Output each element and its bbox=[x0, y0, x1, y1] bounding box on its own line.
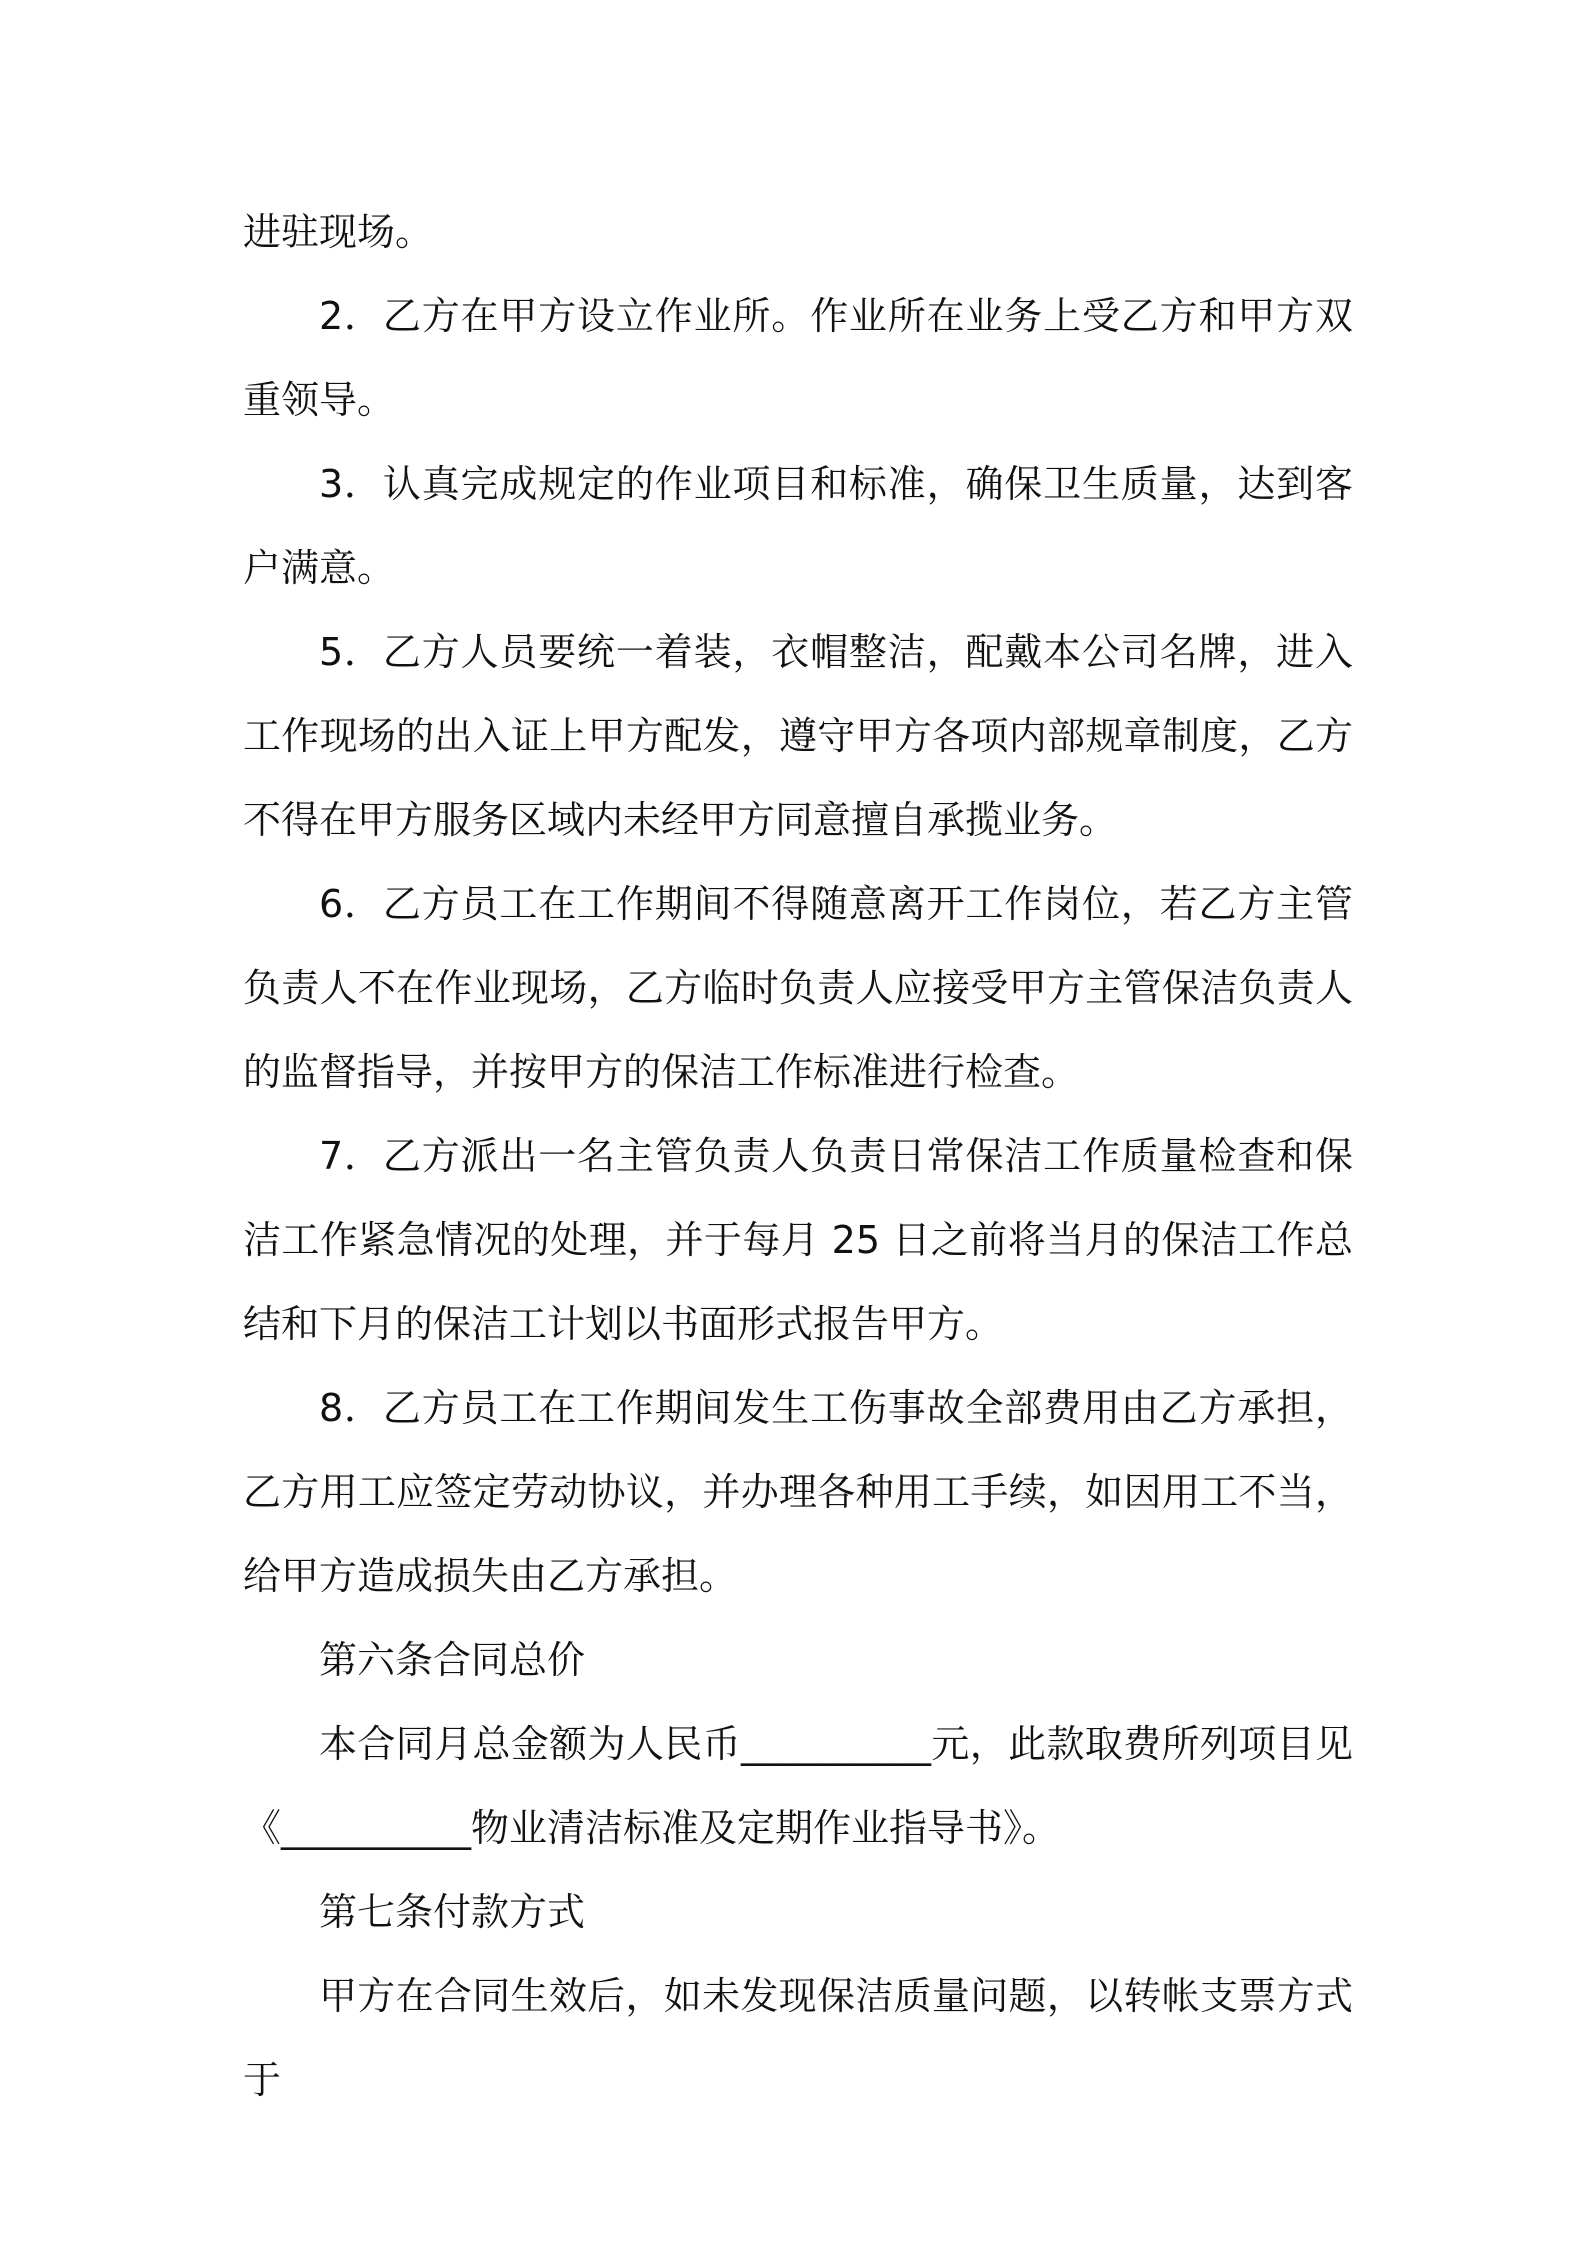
clause-3: 3．认真完成规定的作业项目和标准，确保卫生质量，达到客户满意。 bbox=[243, 462, 1353, 590]
article-7-body: 甲方在合同生效后，如未发现保洁质量问题，以转帐支票方式于 bbox=[243, 1974, 1353, 2102]
clause-8: 8．乙方员工在工作期间发生工伤事故全部费用由乙方承担，乙方用工应签定劳动协议，并办理各种用工手续，如因用工不当，给甲方造成损失由乙方承担。 bbox=[243, 1386, 1353, 1598]
clause-5: 5．乙方人员要统一着装，衣帽整洁，配戴本公司名牌，进入工作现场的出入证上甲方配发，遵守甲方各项内部规章制度，乙方不得在甲方服务区域内未经甲方同意擅自承揽业务。 bbox=[243, 630, 1353, 842]
clause-2: 2．乙方在甲方设立作业所。作业所在业务上受乙方和甲方双重领导。 bbox=[243, 294, 1353, 422]
article-6-body: 本合同月总金额为人民币__________元，此款取费所列项目见《__________物业清洁标准及定期作业指导书》。 bbox=[243, 1722, 1353, 1850]
article-7-heading: 第七条付款方式 bbox=[319, 1890, 586, 1934]
article-6-heading: 第六条合同总价 bbox=[319, 1638, 586, 1682]
clause-7: 7．乙方派出一名主管负责人负责日常保洁工作质量检查和保洁工作紧急情况的处理，并于每月 25 日之前将当月的保洁工作总结和下月的保洁工计划以书面形式报告甲方。 bbox=[243, 1134, 1353, 1346]
document-page bbox=[243, 190, 1353, 2122]
paragraph-continuation: 进驻现场。 bbox=[243, 210, 434, 254]
clause-6: 6．乙方员工在工作期间不得随意离开工作岗位，若乙方主管负责人不在作业现场，乙方临时负责人应接受甲方主管保洁负责人的监督指导，并按甲方的保洁工作标准进行检查。 bbox=[243, 882, 1353, 1094]
